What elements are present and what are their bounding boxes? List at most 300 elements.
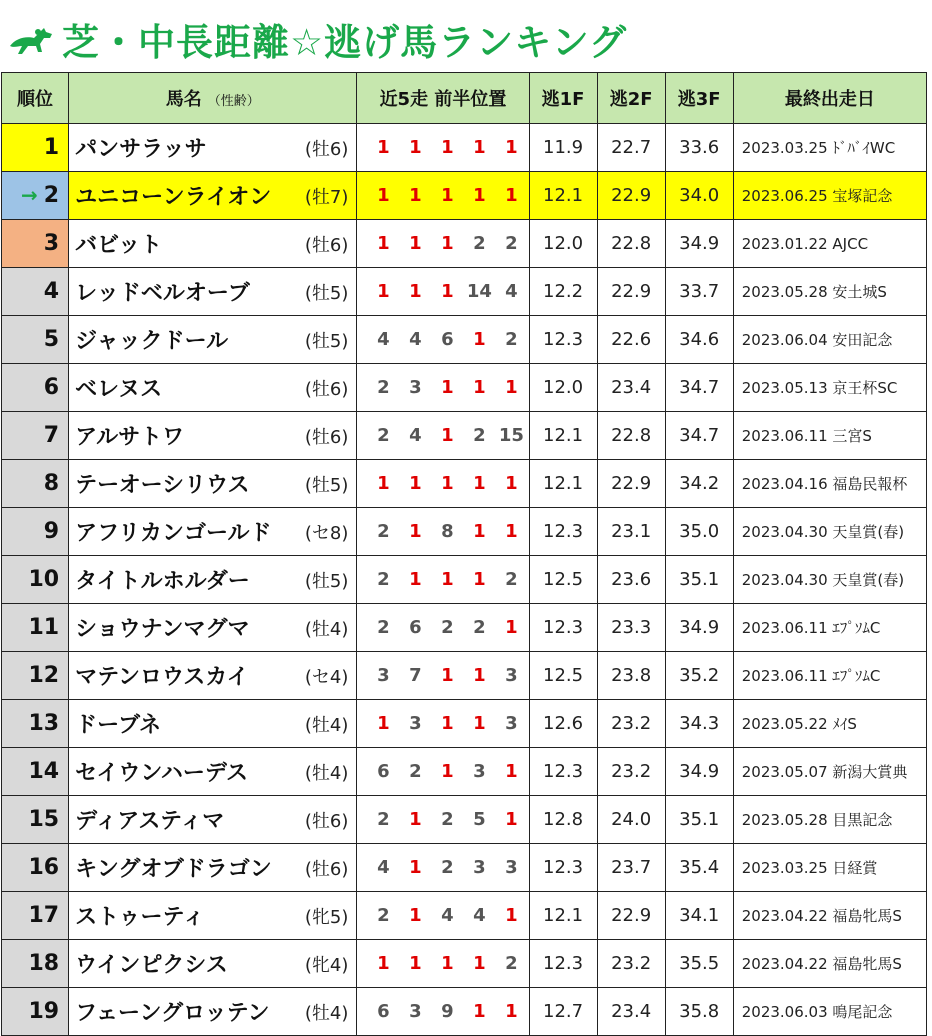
position-cell (357, 748, 529, 796)
table-row (2, 268, 927, 316)
position-value: 1 (505, 617, 518, 638)
f3-time: 33.6 (665, 124, 733, 172)
f1-time: 12.1 (529, 892, 597, 940)
f3-time: 34.9 (665, 604, 733, 652)
position-cell (357, 844, 529, 892)
position-value: 14 (466, 281, 492, 302)
last-race-cell (733, 172, 926, 220)
rank-cell (2, 844, 69, 892)
position-value: 1 (409, 569, 422, 590)
position-value: 1 (505, 761, 518, 782)
f2-time: 23.7 (597, 844, 665, 892)
last-race-cell (733, 940, 926, 988)
rank-number: 12 (28, 663, 60, 688)
position-value: 1 (377, 185, 390, 206)
position-value: 2 (441, 617, 454, 638)
position-value: 1 (441, 377, 454, 398)
rank-number: 9 (43, 519, 60, 544)
sex-age: (牡6) (291, 796, 357, 844)
position-cell (357, 268, 529, 316)
f1-time: 12.3 (529, 748, 597, 796)
position-value: 1 (473, 377, 486, 398)
sex-age: (牡5) (291, 556, 357, 604)
position-value: 1 (409, 857, 422, 878)
f1-time: 12.7 (529, 988, 597, 1036)
rank-number: 3 (43, 231, 60, 256)
table-row (2, 172, 927, 220)
position-value: 1 (473, 569, 486, 590)
last-race-cell (733, 412, 926, 460)
last-race-cell (733, 220, 926, 268)
position-value: 4 (377, 329, 390, 350)
horse-name: テーオーシリウス (69, 460, 291, 508)
position-value: 2 (473, 233, 486, 254)
position-value: 1 (441, 713, 454, 734)
last-race-name: 宝塚記念 (832, 187, 893, 205)
f1-time: 12.8 (529, 796, 597, 844)
f1-time: 12.5 (529, 652, 597, 700)
f2-time: 22.9 (597, 460, 665, 508)
position-value: 4 (473, 905, 486, 926)
ranking-table (1, 72, 927, 1036)
last-race-name: 安田記念 (832, 331, 893, 349)
rank-number: 17 (28, 903, 60, 928)
f2-time: 24.0 (597, 796, 665, 844)
f1-time: 12.6 (529, 700, 597, 748)
f1-time: 12.1 (529, 460, 597, 508)
horse-name: バビット (69, 220, 291, 268)
position-value: 1 (409, 953, 422, 974)
last-race-cell (733, 316, 926, 364)
position-value: 2 (441, 809, 454, 830)
position-value: 3 (409, 713, 422, 734)
horse-name: マテンロウスカイ (69, 652, 291, 700)
last-race-date: 2023.03.25 (741, 139, 828, 157)
rank-cell (2, 412, 69, 460)
sex-age: (牡5) (291, 316, 357, 364)
f3-time: 34.7 (665, 412, 733, 460)
position-value: 1 (441, 281, 454, 302)
position-value: 2 (505, 329, 518, 350)
rank-number: 8 (43, 471, 60, 496)
sex-age: (牡6) (291, 412, 357, 460)
position-value: 2 (473, 425, 486, 446)
position-value: 1 (441, 137, 454, 158)
last-race-name: 日経賞 (832, 859, 878, 877)
position-value: 1 (473, 665, 486, 686)
f3-time: 34.9 (665, 748, 733, 796)
position-value: 1 (505, 377, 518, 398)
last-race-cell (733, 748, 926, 796)
last-race-date: 2023.06.11 (741, 427, 828, 445)
last-race-date: 2023.05.22 (741, 715, 828, 733)
position-value: 1 (505, 809, 518, 830)
position-value: 1 (441, 185, 454, 206)
f1-time: 12.3 (529, 940, 597, 988)
position-value: 1 (505, 521, 518, 542)
last-race-date: 2023.04.30 (741, 571, 828, 589)
horse-name: ディアスティマ (69, 796, 291, 844)
sex-age: (牡6) (291, 220, 357, 268)
page-title: 芝・中長距離☆逃げ馬ランキング (62, 21, 628, 64)
last-race-cell (733, 124, 926, 172)
f2-time: 22.9 (597, 172, 665, 220)
rank-cell (2, 268, 69, 316)
f1-time: 12.1 (529, 172, 597, 220)
table-row (2, 220, 927, 268)
horse-name: レッドベルオーブ (69, 268, 291, 316)
position-value: 6 (441, 329, 454, 350)
f3-time: 34.2 (665, 460, 733, 508)
position-value: 1 (441, 425, 454, 446)
position-value: 7 (409, 665, 422, 686)
rank-cell (2, 460, 69, 508)
position-cell (357, 316, 529, 364)
position-value: 2 (377, 521, 390, 542)
last-race-date: 2023.05.28 (741, 811, 828, 829)
header-rank: 順位 (2, 73, 69, 124)
rank-number: 7 (43, 423, 60, 448)
table-row (2, 124, 927, 172)
position-value: 3 (505, 713, 518, 734)
last-race-name: 天皇賞(春) (832, 523, 905, 541)
table-row (2, 508, 927, 556)
position-value: 9 (441, 1001, 454, 1022)
header-f2: 逃2F (597, 73, 665, 124)
position-value: 6 (409, 617, 422, 638)
table-row (2, 844, 927, 892)
position-value: 1 (473, 137, 486, 158)
rank-cell (2, 556, 69, 604)
last-race-date: 2023.04.30 (741, 523, 828, 541)
f3-time: 35.5 (665, 940, 733, 988)
position-value: 3 (473, 857, 486, 878)
last-race-cell (733, 796, 926, 844)
f2-time: 23.4 (597, 988, 665, 1036)
sex-age: (セ4) (291, 652, 357, 700)
last-race-cell (733, 892, 926, 940)
last-race-date: 2023.06.11 (741, 619, 828, 637)
position-value: 1 (505, 473, 518, 494)
f1-time: 12.5 (529, 556, 597, 604)
position-value: 15 (498, 425, 524, 446)
horse-name: ユニコーンライオン (69, 172, 291, 220)
last-race-name: 福島牝馬S (832, 907, 902, 925)
rank-cell (2, 124, 69, 172)
position-cell (357, 508, 529, 556)
last-race-date: 2023.04.16 (741, 475, 828, 493)
rank-cell (2, 508, 69, 556)
table-row (2, 412, 927, 460)
horse-name: ストゥーティ (69, 892, 291, 940)
position-value: 2 (377, 905, 390, 926)
position-value: 8 (441, 521, 454, 542)
position-value: 1 (409, 473, 422, 494)
f2-time: 23.6 (597, 556, 665, 604)
f2-time: 22.9 (597, 892, 665, 940)
table-row (2, 700, 927, 748)
position-cell (357, 652, 529, 700)
f3-time: 35.1 (665, 556, 733, 604)
last-race-date: 2023.03.25 (741, 859, 828, 877)
position-value: 1 (505, 905, 518, 926)
rank-number: 6 (43, 375, 60, 400)
f3-time: 34.9 (665, 220, 733, 268)
position-value: 6 (377, 761, 390, 782)
rank-cell (2, 604, 69, 652)
position-value: 3 (409, 377, 422, 398)
last-race-date: 2023.04.22 (741, 907, 828, 925)
rank-cell (2, 364, 69, 412)
rank-number: 1 (43, 135, 60, 160)
rank-number: 15 (28, 807, 60, 832)
position-value: 1 (473, 521, 486, 542)
f1-time: 12.1 (529, 412, 597, 460)
rank-number: 18 (28, 951, 60, 976)
rank-number: 11 (28, 615, 60, 640)
rank-number: 4 (43, 279, 60, 304)
position-cell (357, 364, 529, 412)
last-race-name: ｴﾌﾟｿﾑC (832, 619, 881, 637)
rank-cell (2, 988, 69, 1036)
position-value: 1 (409, 809, 422, 830)
rank-cell (2, 652, 69, 700)
position-value: 4 (441, 905, 454, 926)
position-value: 3 (505, 665, 518, 686)
position-value: 1 (505, 185, 518, 206)
last-race-name: ﾒｲS (832, 715, 857, 733)
header-row (2, 73, 927, 124)
trend-arrow-icon: → (20, 183, 38, 207)
position-value: 1 (441, 473, 454, 494)
last-race-name: 福島牝馬S (832, 955, 902, 973)
sex-age: (牡5) (291, 268, 357, 316)
position-value: 1 (377, 953, 390, 974)
rank-number: 14 (28, 759, 60, 784)
position-value: 1 (377, 713, 390, 734)
position-value: 1 (377, 137, 390, 158)
f2-time: 23.2 (597, 748, 665, 796)
position-value: 1 (441, 953, 454, 974)
position-value: 1 (409, 233, 422, 254)
f2-time: 23.4 (597, 364, 665, 412)
position-cell (357, 892, 529, 940)
table-row (2, 364, 927, 412)
sex-age: (牡4) (291, 700, 357, 748)
last-race-cell (733, 844, 926, 892)
position-value: 1 (473, 1001, 486, 1022)
last-race-name: 天皇賞(春) (832, 571, 905, 589)
f2-time: 22.7 (597, 124, 665, 172)
rank-cell (2, 700, 69, 748)
position-value: 2 (505, 569, 518, 590)
position-cell (357, 940, 529, 988)
horse-name: フェーングロッテン (69, 988, 291, 1036)
ranking-rows (2, 124, 927, 1036)
last-race-date: 2023.06.25 (741, 187, 828, 205)
table-row (2, 988, 927, 1036)
position-cell (357, 412, 529, 460)
f2-time: 22.8 (597, 220, 665, 268)
last-race-date: 2023.05.07 (741, 763, 828, 781)
position-value: 1 (441, 569, 454, 590)
sex-age: (牡4) (291, 604, 357, 652)
last-race-cell (733, 988, 926, 1036)
f2-time: 23.1 (597, 508, 665, 556)
last-race-date: 2023.06.04 (741, 331, 828, 349)
table-row (2, 556, 927, 604)
rank-cell (2, 892, 69, 940)
sex-age: (牝4) (291, 940, 357, 988)
position-value: 2 (377, 809, 390, 830)
position-cell (357, 460, 529, 508)
position-value: 1 (505, 137, 518, 158)
horse-name: ショウナンマグマ (69, 604, 291, 652)
sex-age: (牡6) (291, 124, 357, 172)
position-value: 2 (505, 233, 518, 254)
last-race-cell (733, 364, 926, 412)
sex-age: (牡4) (291, 988, 357, 1036)
horse-name: キングオブドラゴン (69, 844, 291, 892)
position-value: 6 (377, 1001, 390, 1022)
f3-time: 33.7 (665, 268, 733, 316)
position-value: 2 (377, 617, 390, 638)
rank-cell (2, 940, 69, 988)
position-value: 4 (409, 425, 422, 446)
f3-time: 35.0 (665, 508, 733, 556)
position-value: 4 (377, 857, 390, 878)
f3-time: 34.1 (665, 892, 733, 940)
f3-time: 34.0 (665, 172, 733, 220)
table-row (2, 796, 927, 844)
position-value: 2 (377, 377, 390, 398)
last-race-date: 2023.01.22 (741, 234, 828, 253)
last-race-date: 2023.06.11 (741, 667, 828, 685)
last-race-cell (733, 604, 926, 652)
f2-time: 23.3 (597, 604, 665, 652)
last-race-cell (733, 508, 926, 556)
rank-number: 19 (28, 999, 60, 1024)
header-f1: 逃1F (529, 73, 597, 124)
f2-time: 22.6 (597, 316, 665, 364)
position-value: 1 (409, 905, 422, 926)
position-value: 1 (409, 185, 422, 206)
position-cell (357, 172, 529, 220)
last-race-cell (733, 556, 926, 604)
sex-age: (牡7) (291, 172, 357, 220)
last-race-name: 京王杯SC (832, 379, 898, 397)
last-race-date: 2023.05.13 (741, 379, 828, 397)
header-name (69, 73, 357, 124)
position-value: 1 (377, 281, 390, 302)
rank-cell (2, 220, 69, 268)
sex-age: (セ8) (291, 508, 357, 556)
header-name-label: 馬名 (165, 89, 202, 110)
position-value: 1 (377, 473, 390, 494)
last-race-name: 三宮S (832, 427, 872, 445)
last-race-date: 2023.05.28 (741, 283, 828, 301)
last-race-cell (733, 652, 926, 700)
position-value: 1 (473, 953, 486, 974)
table-row (2, 892, 927, 940)
position-value: 1 (473, 329, 486, 350)
position-cell (357, 796, 529, 844)
position-value: 1 (441, 233, 454, 254)
last-race-date: 2023.04.22 (741, 955, 828, 973)
position-value: 1 (473, 185, 486, 206)
rank-number: 5 (43, 327, 60, 352)
rank-number: 13 (28, 711, 60, 736)
position-value: 3 (377, 665, 390, 686)
position-value: 2 (505, 953, 518, 974)
position-cell (357, 988, 529, 1036)
position-value: 2 (473, 617, 486, 638)
f2-time: 22.9 (597, 268, 665, 316)
rank-cell (2, 748, 69, 796)
position-cell (357, 604, 529, 652)
last-race-name: 福島民報杯 (832, 475, 908, 493)
sex-age: (牡6) (291, 844, 357, 892)
f3-time: 35.2 (665, 652, 733, 700)
position-value: 5 (473, 809, 486, 830)
position-value: 3 (409, 1001, 422, 1022)
position-value: 1 (505, 1001, 518, 1022)
f2-time: 23.8 (597, 652, 665, 700)
position-value: 2 (377, 425, 390, 446)
last-race-name: ｴﾌﾟｿﾑC (832, 667, 881, 685)
position-cell (357, 220, 529, 268)
f3-time: 34.3 (665, 700, 733, 748)
last-race-name: AJCC (832, 234, 869, 253)
rank-number: 10 (28, 567, 60, 592)
position-value: 3 (473, 761, 486, 782)
f3-time: 34.7 (665, 364, 733, 412)
horse-name: パンサラッサ (69, 124, 291, 172)
position-value: 1 (441, 665, 454, 686)
last-race-name: 新潟大賞典 (832, 763, 908, 781)
header-f3: 逃3F (665, 73, 733, 124)
last-race-cell (733, 460, 926, 508)
sex-age: (牝5) (291, 892, 357, 940)
horse-name: ジャックドール (69, 316, 291, 364)
rank-cell (2, 316, 69, 364)
f1-time: 12.2 (529, 268, 597, 316)
position-value: 1 (409, 281, 422, 302)
sex-age: (牡5) (291, 460, 357, 508)
position-value: 3 (505, 857, 518, 878)
f2-time: 22.8 (597, 412, 665, 460)
sex-age: (牡6) (291, 364, 357, 412)
position-value: 1 (473, 713, 486, 734)
horse-name: アルサトワ (69, 412, 291, 460)
f1-time: 12.3 (529, 844, 597, 892)
sex-age: (牡4) (291, 748, 357, 796)
horse-name: セイウンハーデス (69, 748, 291, 796)
last-race-name: 鳴尾記念 (832, 1003, 893, 1021)
f3-time: 35.8 (665, 988, 733, 1036)
f1-time: 12.3 (529, 508, 597, 556)
last-race-name: ﾄﾞﾊﾞｲWC (832, 139, 896, 157)
position-cell (357, 556, 529, 604)
f1-time: 12.3 (529, 604, 597, 652)
f1-time: 12.3 (529, 316, 597, 364)
f3-time: 34.6 (665, 316, 733, 364)
horse-name: タイトルホルダー (69, 556, 291, 604)
position-value: 4 (409, 329, 422, 350)
position-value: 2 (441, 857, 454, 878)
position-value: 1 (409, 521, 422, 542)
position-cell (357, 700, 529, 748)
